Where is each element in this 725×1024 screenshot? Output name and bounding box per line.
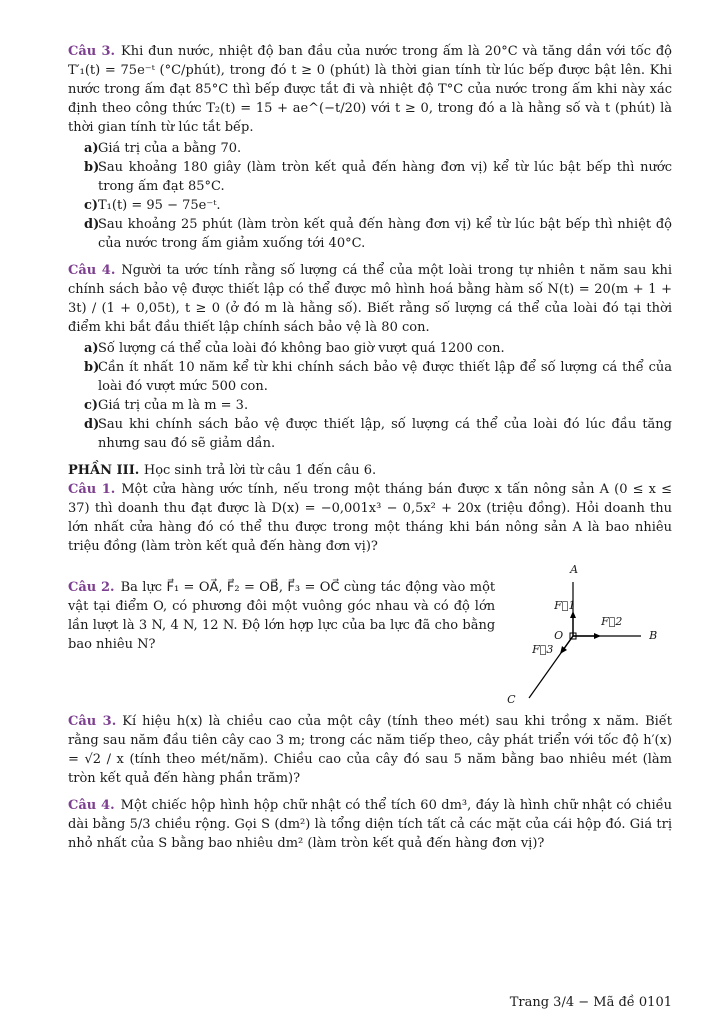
option-key: b) bbox=[84, 360, 100, 375]
point-label-O: O bbox=[554, 629, 564, 642]
part3-question-1 bbox=[68, 480, 672, 556]
question-text: Ba lực F⃗₁ = OA⃗, F⃗₂ = OB⃗, F⃗₃ = OC⃗ cùng tác động vào một vật tại điểm O, có phương đôi một vuông góc nhau và có độ lớn lần lượt là 3 N, 4 N, 12 N. Độ lớn hợp lực của ba lực đã cho bằng bao nhiêu N? bbox=[68, 580, 496, 652]
question-4-part2 bbox=[68, 261, 672, 453]
option-key: a) bbox=[84, 341, 99, 356]
arrowhead-F2 bbox=[594, 633, 601, 639]
option-c bbox=[68, 396, 672, 415]
option-text: Giá trị của m là m = 3. bbox=[98, 398, 249, 413]
part3-question-3 bbox=[68, 712, 672, 788]
option-c bbox=[68, 196, 672, 215]
part3-question-2 bbox=[68, 564, 672, 712]
question-text: Kí hiệu h(x) là chiều cao của một cây (tính theo mét) sau khi trồng x năm. Biết rằng sau năm đầu tiên cây cao 3 m; trong các năm tiếp theo, cây phát triển với tốc độ h′(x) = √2 / x (tính theo mét/năm). Chiều cao của cây đó sau 5 năm bằng bao nhiêu mét (làm tròn kết quả đến hàng phần trăm)? bbox=[68, 714, 673, 786]
option-key: c) bbox=[84, 398, 99, 413]
option-text: T₁(t) = 95 − 75e⁻ᵗ. bbox=[98, 198, 221, 213]
question-text: Khi đun nước, nhiệt độ ban đầu của nước trong ấm là 20°C và tăng dần với tốc độ T′₁(t) = 75e⁻ᵗ (°C/phút), trong đó t ≥ 0 (phút) là thời gian tính từ lúc bếp được bật lên. Khi nước trong ấm đạt 85°C thì bếp được tắt đi và nhiệt độ T°C của nước trong ấm khi này xác định theo công thức T₂(t) = 15 + ae^(−t/20) với t ≥ 0, trong đó a là hằng số và t (phút) là thời gian tính từ lúc tắt bếp. bbox=[68, 44, 672, 135]
option-d bbox=[68, 215, 672, 253]
part-title: PHẦN III. bbox=[68, 463, 140, 478]
option-b bbox=[68, 358, 672, 396]
question-label: Câu 3. bbox=[68, 714, 117, 729]
question-text: Một chiếc hộp hình hộp chữ nhật có thể tích 60 dm³, đáy là hình chữ nhật có chiều dài bằng 5/3 chiều rộng. Gọi S (dm²) là tổng diện tích tất cả các mặt của cái hộp đó. Giá trị nhỏ nhất của S bằng bao nhiêu dm² (làm tròn kết quả đến hàng đơn vị)? bbox=[68, 798, 672, 851]
page-footer: Trang 3/4 − Mã đề 0101 bbox=[509, 995, 672, 1010]
question-3-stem bbox=[68, 42, 672, 137]
force-label-F1: F⃗1 bbox=[554, 599, 576, 612]
point-label-B: B bbox=[649, 629, 658, 642]
arrowhead-F3 bbox=[560, 646, 567, 654]
option-list bbox=[68, 339, 672, 453]
question-4-stem bbox=[68, 261, 672, 337]
option-text: Giá trị của a bằng 70. bbox=[98, 141, 242, 156]
option-text: Số lượng cá thể của loài đó không bao giờ vượt quá 1200 con. bbox=[98, 341, 505, 356]
option-b bbox=[68, 158, 672, 196]
part3-question-4 bbox=[68, 796, 672, 853]
arrowhead-F1 bbox=[570, 611, 576, 618]
force-vector-diagram bbox=[499, 564, 672, 712]
force-label-F2: F⃗2 bbox=[601, 615, 623, 628]
part-instruction: Học sinh trả lời từ câu 1 đến câu 6. bbox=[143, 463, 377, 478]
option-text: Sau khoảng 25 phút (làm tròn kết quả đến hàng đơn vị) kể từ lúc bật bếp thì nhiệt độ của nước trong ấm giảm xuống tới 40°C. bbox=[98, 217, 672, 251]
option-a bbox=[68, 139, 672, 158]
vector-diagram-svg bbox=[499, 564, 673, 712]
question-label: Câu 2. bbox=[68, 580, 115, 595]
question-label: Câu 4. bbox=[68, 798, 115, 813]
option-key: c) bbox=[84, 198, 99, 213]
question-label: Câu 4. bbox=[68, 263, 116, 278]
option-key: b) bbox=[84, 160, 100, 175]
option-text: Sau khi chính sách bảo vệ được thiết lập, số lượng cá thể của loài đó lúc đầu tăng nhưng sau đó sẽ giảm dần. bbox=[98, 417, 672, 451]
option-key: d) bbox=[84, 417, 100, 432]
question-2-text-block bbox=[68, 564, 495, 712]
option-a bbox=[68, 339, 672, 358]
question-text: Một cửa hàng ước tính, nếu trong một tháng bán được x tấn nông sản A (0 ≤ x ≤ 37) thì doanh thu đạt được là D(x) = −0,001x³ − 0,5x² + 20x (triệu đồng). Hỏi doanh thu lớn nhất cửa hàng đó có thể thu được trong một tháng khi bán nông sản A là bao nhiêu triệu đồng (làm tròn kết quả đến hàng đơn vị)? bbox=[68, 482, 672, 554]
option-d bbox=[68, 415, 672, 453]
part-3-heading bbox=[68, 461, 672, 480]
question-text: Người ta ước tính rằng số lượng cá thể của một loài trong tự nhiên t năm sau khi chính sách bảo vệ được thiết lập có thể được mô hình hoá bằng hàm số N(t) = 20(m + 1 + 3t) / (1 + 0,05t), t ≥ 0 (ở đó m là hằng số). Biết rằng số lượng cá thể của loài đó tại thời điểm khi bắt đầu thiết lập chính sách bảo vệ là 80 con. bbox=[68, 263, 672, 335]
question-label: Câu 3. bbox=[68, 44, 116, 59]
point-label-C: C bbox=[507, 693, 516, 706]
exam-page bbox=[68, 42, 672, 861]
option-list bbox=[68, 139, 672, 253]
option-key: d) bbox=[84, 217, 100, 232]
question-label: Câu 1. bbox=[68, 482, 116, 497]
vector-F3 bbox=[563, 636, 573, 650]
point-label-A: A bbox=[570, 563, 579, 576]
option-key: a) bbox=[84, 141, 99, 156]
question-3-part2 bbox=[68, 42, 672, 253]
force-label-F3: F⃗3 bbox=[532, 643, 554, 656]
option-text: Sau khoảng 180 giây (làm tròn kết quả đến hàng đơn vị) kể từ lúc bật bếp thì nước trong ấm đạt 85°C. bbox=[98, 160, 672, 194]
option-text: Cần ít nhất 10 năm kể từ khi chính sách bảo vệ được thiết lập để số lượng cá thể của loài đó vượt mức 500 con. bbox=[98, 360, 672, 394]
